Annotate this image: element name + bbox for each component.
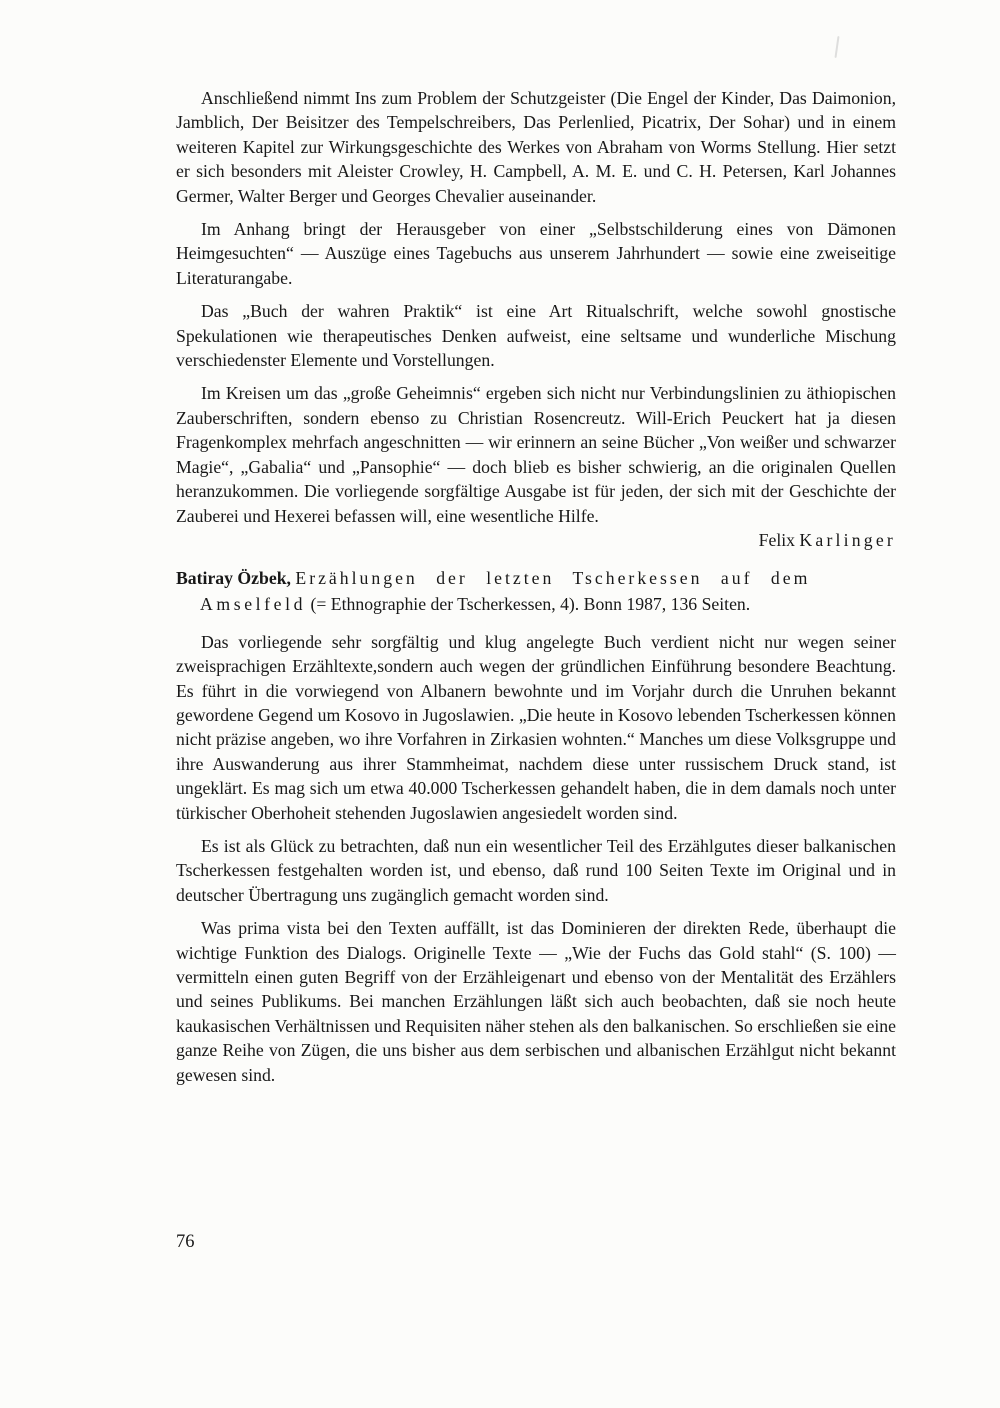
page-number: 76 — [176, 1232, 195, 1252]
review-title-line1: Erzählungen der letzten Tscherkessen auf dem — [295, 568, 811, 589]
ozbek-review-paragraph-2: Es ist als Glück zu betrachten, daß nun ein wesentlicher Teil des Erzählgutes dieser balkanischen Tscherkessen festgehalten worden ist, und ebenso, daß rund 100 Seiten Texte im Original und in deutscher Übertragung uns zugänglich gemacht worden sind. — [176, 835, 896, 905]
scan-artifact — [834, 36, 839, 58]
karlinger-review-paragraph-4: Im Kreisen um das „große Geheimnis“ ergeben sich nicht nur Verbindungslinien zu äthiopischen Zauberschriften, sondern ebenso zu Christian Rosencreutz. Will-Erich Peuckert hat ja diesen Fragenkomplex mehrfach angeschnitten — wir erinnern an seine Bücher „Von weißer und schwarzer Magie“, „Gabalia“ und „Pansophie“ — doch blieb es bisher schwierig, an die originalen Quellen heranzukommen. Die vorliegende sorgfältige Ausgabe ist für jeden, der sich mit der Geschichte der Zauberei und Hexerei befassen will, eine wesentliche Hilfe. — [176, 383, 896, 526]
text-block — [176, 86, 896, 1096]
reviewer-first-name: Felix — [758, 529, 795, 550]
ozbek-review-heading — [176, 566, 896, 616]
review-title-line2: Amselfeld — [200, 593, 307, 614]
ozbek-review-paragraph-3: Was prima vista bei den Texten auffällt, ist das Dominieren der direkten Rede, überhaupt die wichtige Funktion des Dialogs. Originelle Texte — „Wie der Fuchs das Gold stahl“ (S. 100) — vermitteln einen guten Begriff von der Erzähleigenart und ebenso von der Mentalität des Erzählers und seines Publikums. Bei manchen Erzählungen läßt sich auch beobachten, daß sie noch heute kaukasischen Verhältnissen und Requisiten näher stehen als den balkanischen. So erschließen sie eine ganze Reihe von Zügen, die uns bisher aus dem serbischen und albanischen Erzählgut nicht bekannt gewesen sind. — [176, 918, 896, 1085]
ozbek-review-paragraph-1: Das vorliegende sehr sorgfältig und klug angelegte Buch verdient nicht nur wegen seiner zweisprachigen Erzähltexte,sondern auch wegen der gründlichen Einführung besondere Beachtung. Es führt in die vorwiegend von Albanern bewohnte und im Vorjahr durch die Unruhen bekannt gewordene Gegend um Kosovo in Jugoslawien. „Die heute in Kosovo lebenden Tscherkessen können nicht präzise angeben, wo ihre Vorfahren in Zirkasien wohnten.“ Manches um diese Volksgruppe und ihre Auswanderung aus ihrer Stammheimat, nachdem diese unter russischem Druck stand, ist ungeklärt. Es mag sich um etwa 40.000 Tscherkessen gehandelt haben, die in dem damals noch unter türkischer Oberhoheit stehenden Jugoslawien angesiedelt worden sind. — [176, 631, 896, 823]
review-author-name: Batiray Özbek, — [176, 568, 291, 589]
reviewer-signature — [176, 528, 896, 552]
karlinger-review-paragraph-3: Das „Buch der wahren Praktik“ ist eine Art Ritualschrift, welche sowohl gnostische Spekulationen wie therapeutisches Denken aufweist, eine seltsame und wunderliche Mischung verschiedenster Elemente und Vorstellungen. — [176, 301, 896, 371]
karlinger-review-paragraph-1: Anschließend nimmt Ins zum Problem der Schutzgeister (Die Engel der Kinder, Das Daimonion, Jamblich, Der Beisitzer des Tempelschreibers, Das Perlenlied, Picatrix, Der Sohar) und in einem weiteren Kapitel zur Wirkungsgeschichte des Werkes von Abraham von Worms Stellung. Hier setzt er sich besonders mit Aleister Crowley, H. Campbell, A. M. E. und C. H. Petersen, Karl Johannes Germer, Walter Berger und Georges Chevalier auseinander. — [176, 88, 896, 206]
review-bibliographic-info: (= Ethnographie der Tscherkessen, 4). Bonn 1987, 136 Seiten. — [310, 593, 751, 614]
karlinger-review-paragraph-2: Im Anhang bringt der Herausgeber von einer „Selbstschilderung eines von Dämonen Heimgesuchten“ — Auszüge eines Tagebuchs aus unserem Jahrhundert — sowie eine zweiseitige Literaturangabe. — [176, 219, 896, 288]
reviewer-last-name: Karlinger — [799, 529, 896, 550]
